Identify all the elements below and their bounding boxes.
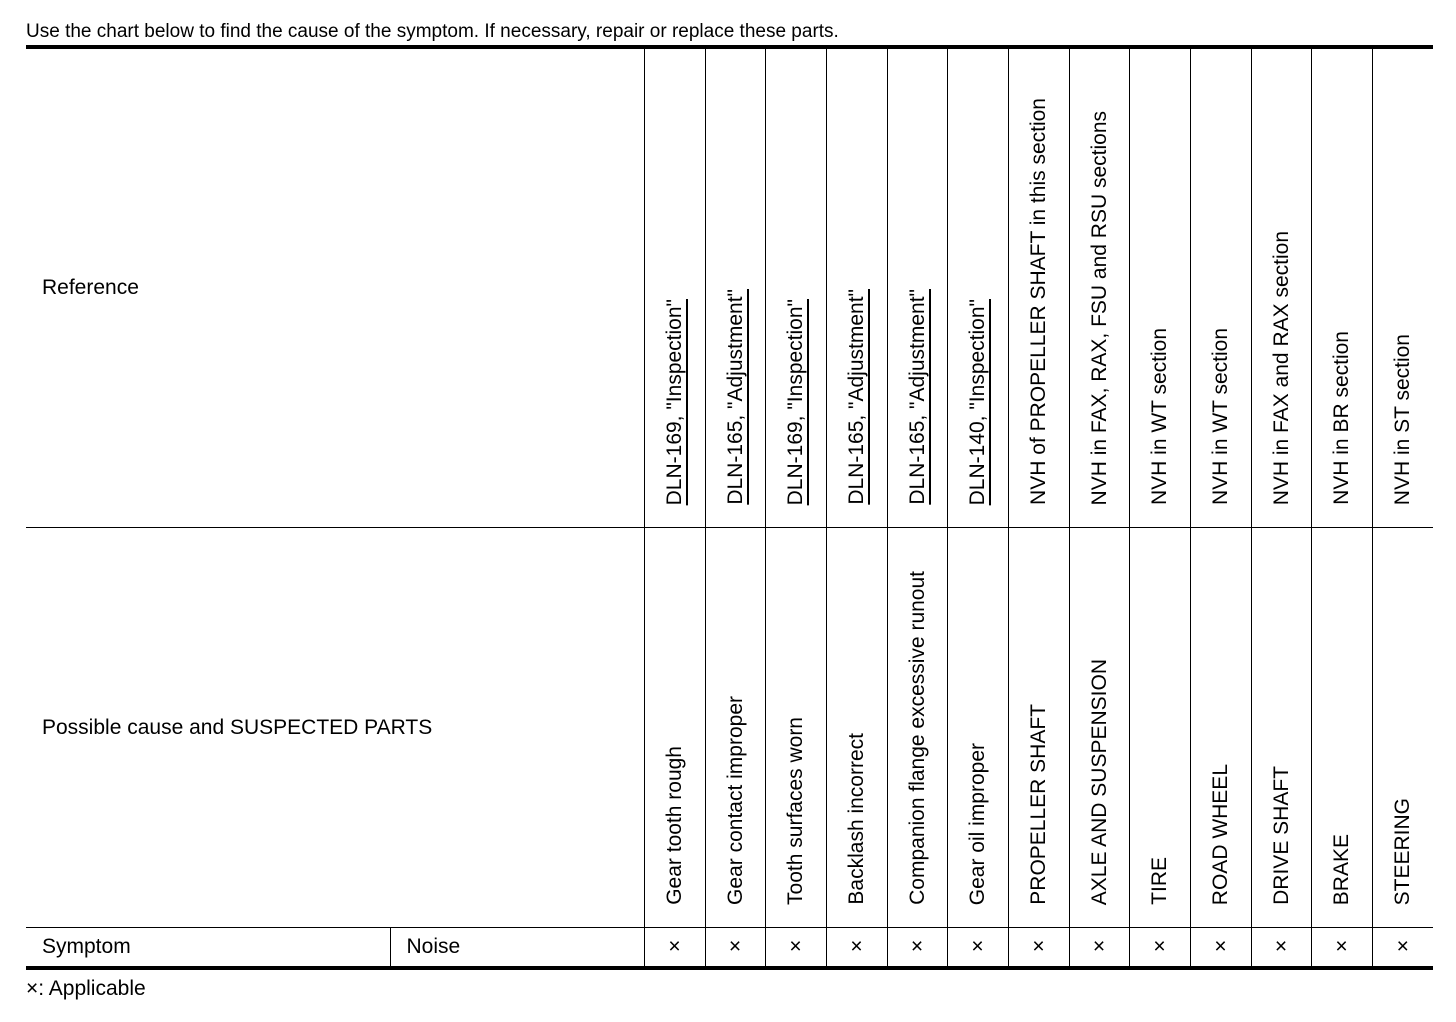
cause-cell (1129, 528, 1190, 928)
symptom-label: Symptom (26, 928, 390, 969)
suspected-part-label: Gear oil improper (965, 742, 989, 905)
reference-link[interactable]: DLN-169, "Inspection" (783, 298, 807, 505)
reference-cell (1251, 47, 1311, 528)
suspected-part-label: BRAKE (1329, 833, 1353, 905)
reference-cell (1008, 47, 1069, 528)
reference-text: NVH in BR section (1329, 331, 1353, 505)
cause-cell (1372, 528, 1433, 928)
cause-cell (1251, 528, 1311, 928)
applicable-mark: × (1069, 928, 1129, 969)
reference-link[interactable]: DLN-165, "Adjustment" (844, 289, 868, 505)
symptom-value: Noise (390, 928, 644, 969)
intro-text: Use the chart below to find the cause of the symptom. If necessary, repair or replace these parts. (26, 21, 839, 42)
suspected-part-label: TIRE (1147, 857, 1171, 905)
reference-cell (1069, 47, 1129, 528)
cause-cell (826, 528, 887, 928)
suspected-part-label: Gear tooth rough (662, 746, 686, 905)
cause-cell (1190, 528, 1251, 928)
reference-cell (1190, 47, 1251, 528)
suspected-part-label: AXLE AND SUSPENSION (1087, 658, 1111, 905)
suspected-part-label: STEERING (1390, 797, 1414, 905)
reference-cell[interactable] (826, 47, 887, 528)
reference-cell (1311, 47, 1372, 528)
reference-cell[interactable] (644, 47, 705, 528)
reference-link[interactable]: DLN-140, "Inspection" (965, 298, 989, 505)
reference-cell[interactable] (705, 47, 765, 528)
reference-cell[interactable] (947, 47, 1008, 528)
cause-cell (1008, 528, 1069, 928)
suspected-part-label: DRIVE SHAFT (1269, 766, 1293, 905)
suspected-part-label: Gear contact improper (723, 696, 747, 905)
legend-note: ×: Applicable (26, 977, 146, 1000)
reference-cell[interactable] (765, 47, 826, 528)
reference-text: NVH in ST section (1390, 333, 1414, 505)
reference-link[interactable]: DLN-165, "Adjustment" (905, 289, 929, 505)
suspected-part-label: Tooth surfaces worn (783, 717, 807, 905)
reference-text: NVH in WT section (1208, 328, 1232, 505)
reference-link[interactable]: DLN-165, "Adjustment" (723, 289, 747, 505)
cause-cell (1311, 528, 1372, 928)
symptom-row (26, 928, 1433, 969)
applicable-mark: × (1129, 928, 1190, 969)
cause-cell (765, 528, 826, 928)
cause-row (26, 528, 1433, 928)
cause-label: Possible cause and SUSPECTED PARTS (26, 528, 644, 928)
applicable-mark: × (1008, 928, 1069, 969)
reference-text: NVH in WT section (1147, 328, 1171, 505)
reference-label: Reference (26, 47, 644, 528)
applicable-mark: × (644, 928, 705, 969)
suspected-part-label: Companion flange excessive runout (905, 571, 929, 905)
cause-cell (1069, 528, 1129, 928)
applicable-mark: × (887, 928, 947, 969)
cause-cell (644, 528, 705, 928)
applicable-mark: × (1190, 928, 1251, 969)
applicable-mark: × (1372, 928, 1433, 969)
reference-cell (1372, 47, 1433, 528)
applicable-mark: × (1311, 928, 1372, 969)
suspected-part-label: PROPELLER SHAFT (1026, 704, 1050, 905)
suspected-part-label: ROAD WHEEL (1208, 763, 1232, 905)
troubleshooting-chart (26, 45, 1433, 970)
cause-cell (887, 528, 947, 928)
reference-text: NVH in FAX and RAX section (1269, 230, 1293, 505)
cause-cell (947, 528, 1008, 928)
reference-text: NVH in FAX, RAX, FSU and RSU sections (1087, 110, 1111, 505)
reference-link[interactable]: DLN-169, "Inspection" (662, 298, 686, 505)
applicable-mark: × (1251, 928, 1311, 969)
reference-text: NVH of PROPELLER SHAFT in this section (1026, 98, 1050, 505)
applicable-mark: × (765, 928, 826, 969)
applicable-mark: × (826, 928, 887, 969)
cause-cell (705, 528, 765, 928)
reference-cell[interactable] (887, 47, 947, 528)
applicable-mark: × (947, 928, 1008, 969)
suspected-part-label: Backlash incorrect (844, 733, 868, 905)
reference-row (26, 47, 1433, 528)
applicable-mark: × (705, 928, 765, 969)
reference-cell (1129, 47, 1190, 528)
